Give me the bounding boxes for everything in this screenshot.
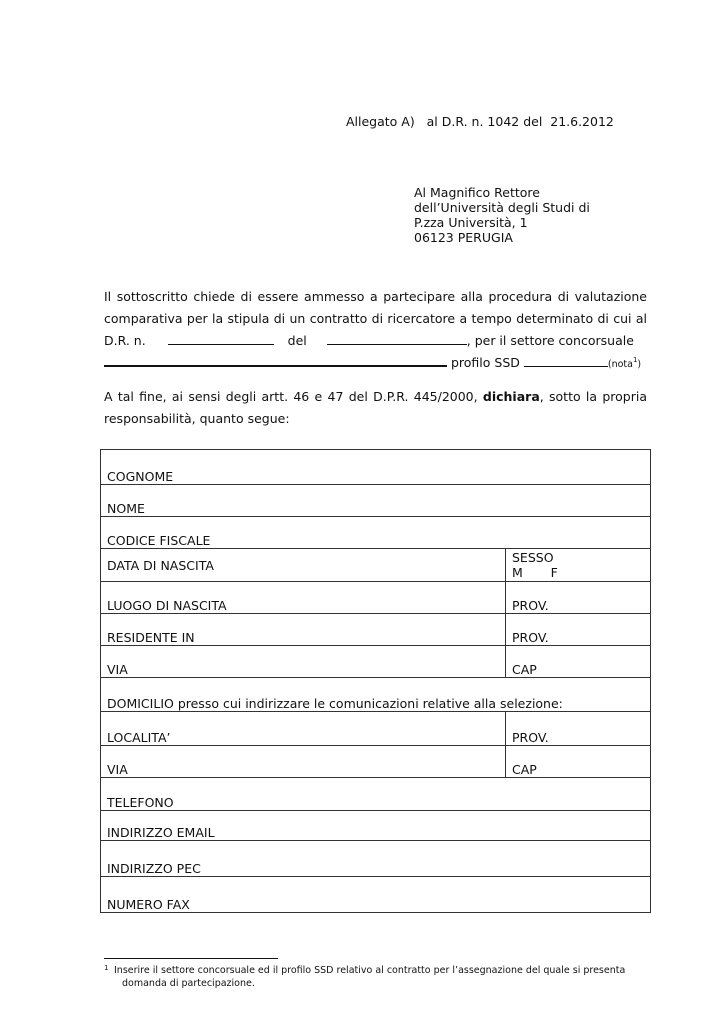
- dr-label: D.R. n.: [104, 333, 146, 348]
- dr-number-blank[interactable]: [168, 331, 274, 345]
- field-pec[interactable]: [101, 841, 651, 877]
- declaration-paragraph: [104, 386, 647, 430]
- field-via-residenza[interactable]: [101, 646, 506, 678]
- address-line-2: dell’Università degli Studi di: [414, 200, 590, 215]
- footnote-line-2: domanda di partecipazione.: [122, 978, 255, 989]
- prov-label: PROV.: [512, 598, 549, 613]
- field-data-nascita[interactable]: [101, 549, 506, 582]
- request-line-2: comparativa per la stipula di un contratto di ricercatore a tempo determinato di cui al: [104, 311, 647, 326]
- settore-label: , per il settore concorsuale: [466, 333, 634, 348]
- prov-label: PROV.: [512, 730, 549, 745]
- nota-close: ): [637, 359, 642, 370]
- footnote: [104, 964, 652, 990]
- telefono-label: TELEFONO: [107, 795, 174, 810]
- via-label: VIA: [107, 662, 128, 677]
- footnote-mark: 1: [104, 964, 109, 972]
- field-luogo-nascita[interactable]: [101, 582, 506, 614]
- field-nome[interactable]: [101, 485, 651, 517]
- prov-label: PROV.: [512, 630, 549, 645]
- request-line-3: [104, 330, 647, 352]
- dr-date-blank[interactable]: [327, 331, 467, 345]
- field-email[interactable]: [101, 811, 651, 841]
- request-line-1: Il sottoscritto chiede di essere ammesso a partecipare alla procedura di valutazione: [104, 289, 647, 304]
- field-prov-domicilio[interactable]: [506, 712, 651, 746]
- codice-fiscale-label: CODICE FISCALE: [107, 533, 211, 548]
- field-cap-domicilio[interactable]: [506, 746, 651, 778]
- cognome-label: COGNOME: [107, 469, 174, 484]
- profilo-ssd-blank[interactable]: [524, 353, 608, 367]
- declaration-keyword: dichiara: [482, 389, 540, 404]
- del-label: del: [287, 333, 307, 348]
- request-paragraph: [104, 286, 647, 374]
- nota-footnote-mark: 1: [632, 355, 638, 364]
- field-fax[interactable]: [101, 877, 651, 913]
- data-nascita-label: DATA DI NASCITA: [107, 557, 214, 573]
- document-reference: Allegato A) al D.R. n. 1042 del 21.6.2012: [346, 114, 614, 129]
- sesso-options: M F: [512, 565, 558, 580]
- field-prov-residenza[interactable]: [506, 614, 651, 646]
- personal-data-form: [100, 449, 651, 913]
- footnote-divider: [104, 958, 278, 959]
- declaration-text-after: , sotto la propria responsabilità, quanto segue:: [104, 389, 647, 426]
- field-cap-residenza[interactable]: [506, 646, 651, 678]
- field-codice-fiscale[interactable]: [101, 517, 651, 549]
- field-via-domicilio[interactable]: [101, 746, 506, 778]
- pec-label: INDIRIZZO PEC: [107, 861, 201, 876]
- nome-label: NOME: [107, 501, 145, 516]
- residente-label: RESIDENTE IN: [107, 630, 195, 645]
- address-line-1: Al Magnifico Rettore: [414, 185, 540, 200]
- field-prov-nascita[interactable]: [506, 582, 651, 614]
- field-residente[interactable]: [101, 614, 506, 646]
- via-label: VIA: [107, 762, 128, 777]
- field-cognome[interactable]: [101, 450, 651, 485]
- request-line-4: [104, 352, 647, 374]
- address-line-3: P.zza Università, 1: [414, 215, 528, 230]
- field-localita[interactable]: [101, 712, 506, 746]
- footnote-line-1: Inserire il settore concorsuale ed il profilo SSD relativo al contratto per l’assegnazione del quale si presenta: [114, 965, 626, 976]
- profilo-label: profilo SSD: [447, 355, 524, 370]
- cap-label: CAP: [512, 662, 537, 677]
- settore-concorsuale-blank[interactable]: [104, 352, 447, 367]
- localita-label: LOCALITA’: [107, 730, 171, 745]
- email-label: INDIRIZZO EMAIL: [107, 825, 215, 840]
- nota-label: (nota: [607, 359, 633, 370]
- fax-label: NUMERO FAX: [107, 897, 190, 912]
- declaration-text-before: A tal fine, ai sensi degli artt. 46 e 47 del D.P.R. 445/2000,: [104, 389, 483, 404]
- address-line-4: 06123 PERUGIA: [414, 230, 513, 245]
- sesso-label: SESSO: [512, 550, 554, 565]
- luogo-nascita-label: LUOGO DI NASCITA: [107, 598, 227, 613]
- domicilio-heading: [101, 678, 651, 712]
- cap-label: CAP: [512, 762, 537, 777]
- field-telefono[interactable]: [101, 778, 651, 811]
- field-sesso[interactable]: [506, 549, 651, 582]
- recipient-address: [414, 185, 590, 245]
- domicilio-label: DOMICILIO presso cui indirizzare le comunicazioni relative alla selezione:: [107, 696, 563, 711]
